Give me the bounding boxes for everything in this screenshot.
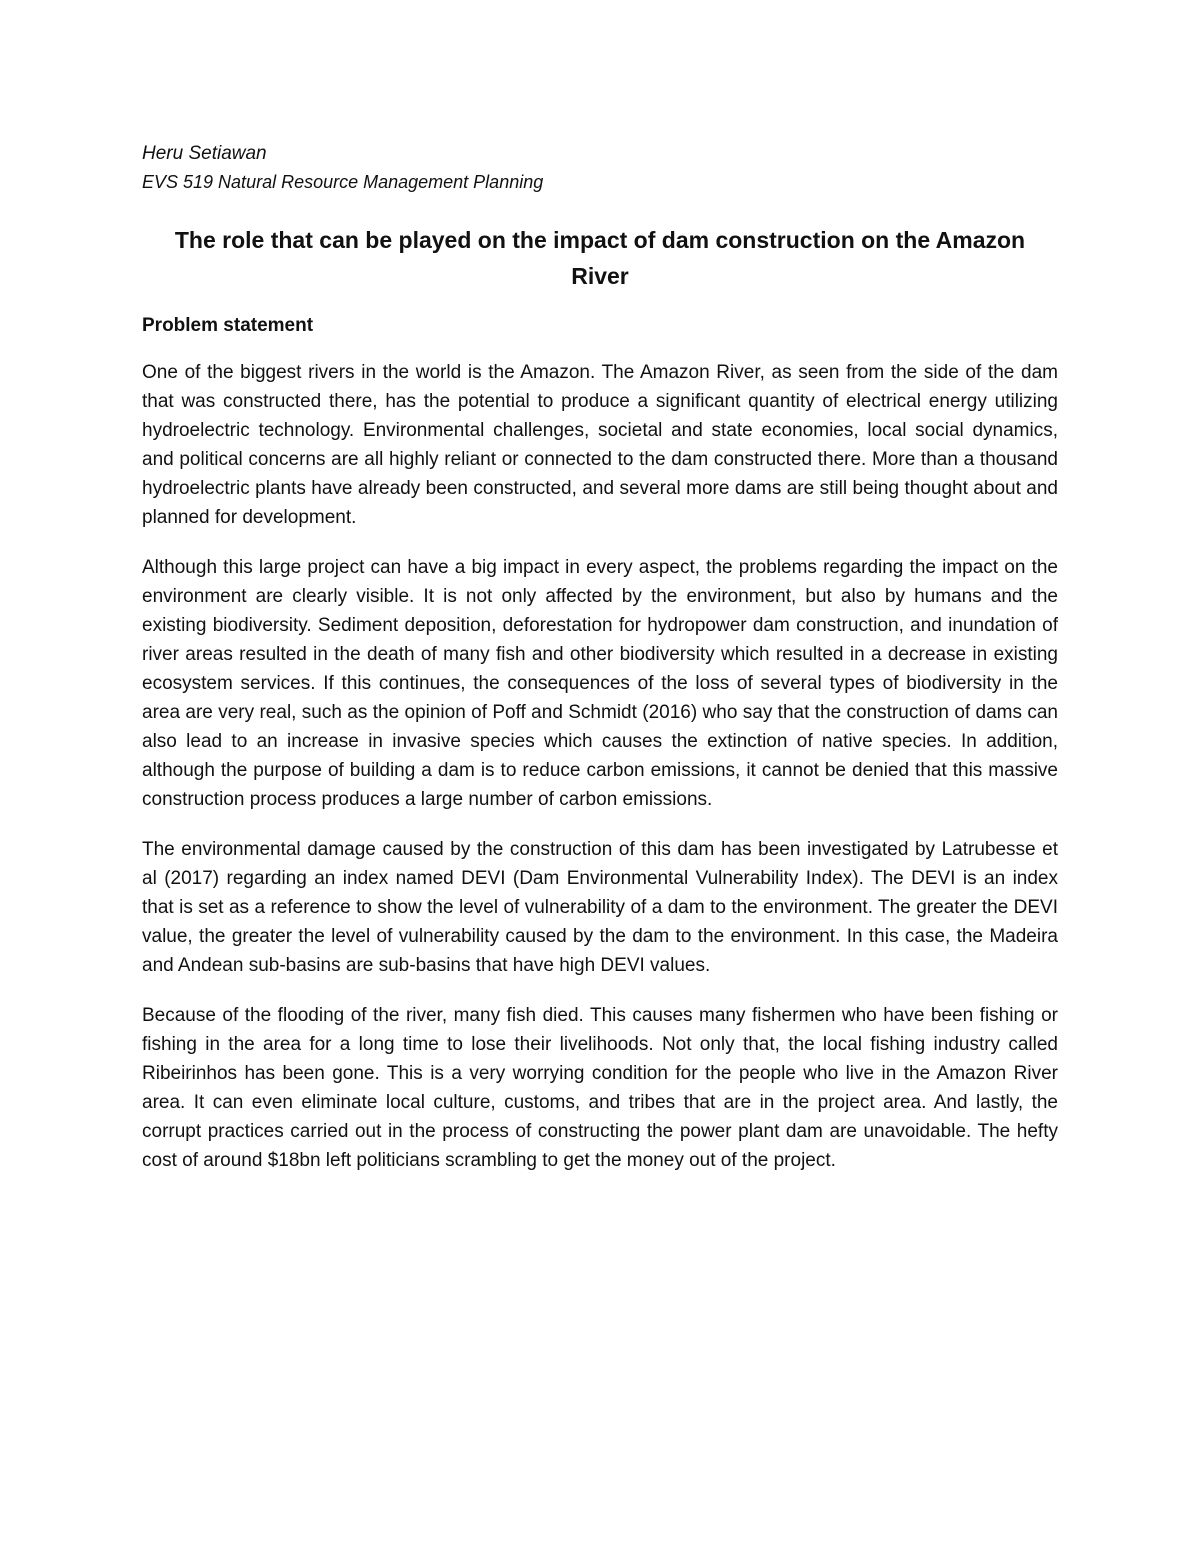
paragraph-4: Because of the flooding of the river, many fish died. This causes many fishermen who have been fishing or fishing in the area for a long time to lose their livelihoods. Not only that, the local fishing industry called Ribeirinhos has been gone. This is a very worrying condition for the people who live in the Amazon River area. It can even eliminate local culture, customs, and tribes that are in the project area. And lastly, the corrupt practices carried out in the process of constructing the power plant dam are unavoidable. The hefty cost of around $18bn left politicians scrambling to get the money out of the project. xyxy=(142,1005,1058,1171)
document-title: The role that can be played on the impact of dam construction on the Amazon River xyxy=(174,227,1026,289)
document-body xyxy=(142,140,1058,1196)
author-name: Heru Setiawan xyxy=(142,143,267,164)
paragraph-1: One of the biggest rivers in the world is the Amazon. The Amazon River, as seen from the side of the dam that was constructed there, has the potential to produce a significant quantity of electrical energy utilizing hydroelectric technology. Environmental challenges, societal and state economies, local social dynamics, and political concerns are all highly reliant or connected to the dam constructed there. More than a thousand hydroelectric plants have already been constructed, and several more dams are still being thought about and planned for development. xyxy=(142,362,1058,528)
section-heading: Problem statement xyxy=(142,315,314,336)
course-name: EVS 519 Natural Resource Management Planning xyxy=(142,172,544,192)
paragraph-2: Although this large project can have a big impact in every aspect, the problems regarding the impact on the environment are clearly visible. It is not only affected by the environment, but also by humans and the existing biodiversity. Sediment deposition, deforestation for hydropower dam construction, and inundation of river areas resulted in the death of many fish and other biodiversity which resulted in a decrease in existing ecosystem services. If this continues, the consequences of the loss of several types of biodiversity in the area are very real, such as the opinion of Poff and Schmidt (2016) who say that the construction of dams can also lead to an increase in invasive species which causes the extinction of native species. In addition, although the purpose of building a dam is to reduce carbon emissions, it cannot be denied that this massive construction process produces a large number of carbon emissions. xyxy=(142,557,1058,810)
paragraph-3: The environmental damage caused by the construction of this dam has been investigated by Latrubesse et al (2017) regarding an index named DEVI (Dam Environmental Vulnerability Index). The DEVI is an index that is set as a reference to show the level of vulnerability of a dam to the environment. The greater the DEVI value, the greater the level of vulnerability caused by the dam to the environment. In this case, the Madeira and Andean sub-basins are sub-basins that have high DEVI values. xyxy=(142,839,1058,976)
